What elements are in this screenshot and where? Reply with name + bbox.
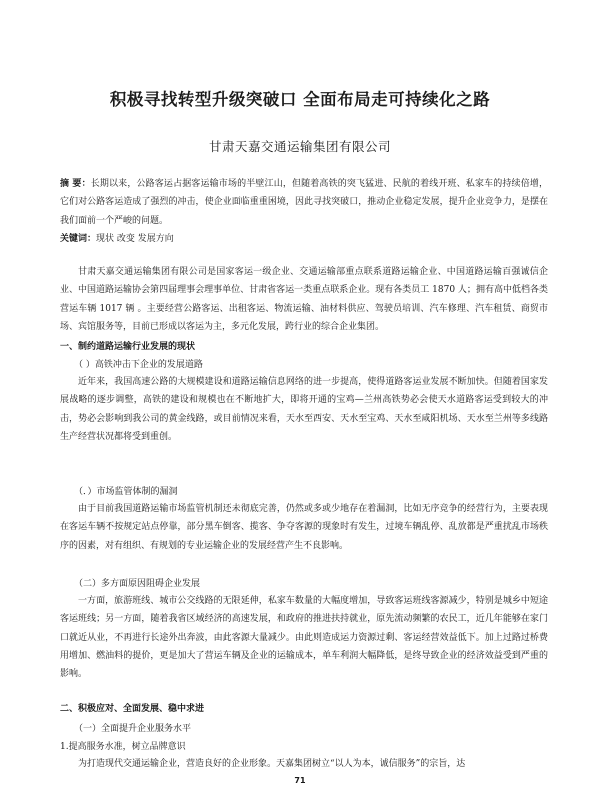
section2-heading: 二、积极应对、全面发展、稳中求进	[60, 704, 205, 714]
keywords-label: 关键词：	[60, 233, 97, 244]
author-affiliation: 甘肃天嘉交通运输集团有限公司	[208, 139, 391, 154]
abstract	[60, 175, 548, 248]
paper-title: 积极寻找转型升级突破口 全面布局走可持续化之路	[109, 90, 491, 109]
section1-sub3-heading: （二）多方面原因阻碍企业发展	[74, 579, 201, 589]
section2-sub1-heading: （一）全面提升企业服务水平	[74, 724, 192, 734]
abstract-text: 长期以来，公路客运占据客运输市场的半壁江山，但随着高铁的突飞猛进、民航的着线开班、私家车的持续倍增，它们对公路客运造成了强烈的冲击，使企业面临重重困境，因此寻找突破口，推动企业稳定发展，提升企业竞争力，是摆在我们面前一个严峻的问题。	[60, 179, 548, 226]
keywords-text: 现状 改变 发展方向	[96, 233, 174, 244]
section1-sub1-paragraph: 近年来，我国高速公路的大规模建设和道路运输信息网络的进一步提高，使得道路客运业发展不断加快。但随着国家发展战略的逐步调整，高铁的建设和规模也在不断地扩大，即将开通的宝鸡—兰州高铁势必会使天水道路客运受到较大的冲击，势必会影响到我公司的黄金线路，或目前情况来看，天水至西安、天水至宝鸡、天水至咸阳机场、天水至兰州等多线路生产经营状况都将受到重创。	[60, 377, 548, 442]
section1-sub2-heading: （．）市场监管体制的漏洞	[74, 487, 178, 497]
page-number: 71	[294, 776, 306, 785]
section2-item1-paragraph: 为打造现代交通运输企业，营造良好的企业形象。天嘉集团树立“以人为本，诚信服务”的宗旨，达	[78, 759, 466, 769]
section1-sub1-heading: （ ）高铁冲击下企业的发展道路	[74, 360, 203, 370]
intro-paragraph: 甘肃天嘉交通运输集团有限公司是国家客运一级企业、交通运输部重点联系道路运输企业、中国道路运输百强诚信企业、中国道路运输协会第四届理事会理事单位、甘肃省客运一类重点联系企业。现有各类员工 1870 人；拥有高中低档各类营运车辆 1017 辆 。主要经营公路客运、出租客运、物流运输、油材料供应、驾驶员培训、汽车修理、汽车租赁、商贸市场、宾馆服务等，目前已形成以客运为主，多元化发展，跨行业的综合企业集团。	[60, 267, 548, 332]
section2-item1-heading: 1.提高服务水准，树立品牌意识	[60, 742, 186, 752]
abstract-label: 摘 要：	[60, 179, 91, 189]
section1-sub3-paragraph: 一方面，旅游班线、城市公交线路的无限延伸，私家车数量的大幅度增加，导致客运班线客源减少，特别是城乡中短途客运班线；另一方面，随着我省区域经济的高速发展，和政府的推进扶持就业，原先流动频繁的农民工，近几年能够在家门口就近从业，不再进行长途外出奔波，由此客源大量减少。由此则造成运力资源过剩、客运经营效益低下。加上过路过桥费用增加、燃油料的提价，更是加大了营运车辆及企业的运输成本，单车利润大幅降低，是终导致企业的经济效益受到严重的影响。	[60, 596, 548, 680]
section1-sub2-paragraph: 由于目前我国道路运输市场监管机制还未彻底完善，仍然或多或少地存在着漏洞，比如无序竞争的经营行为，主要表现在客运车辆不按规定站点停靠，部分黑车倒客、揽客、争夺客源的现象时有发生，过境车辆乱停、乱放都是严重扰乱市场秩序的因素，对有组织、有规划的专业运输企业的发展经营产生不良影响。	[60, 504, 548, 551]
section1-heading: 一、制约道路运输行业发展的现状	[60, 342, 196, 352]
